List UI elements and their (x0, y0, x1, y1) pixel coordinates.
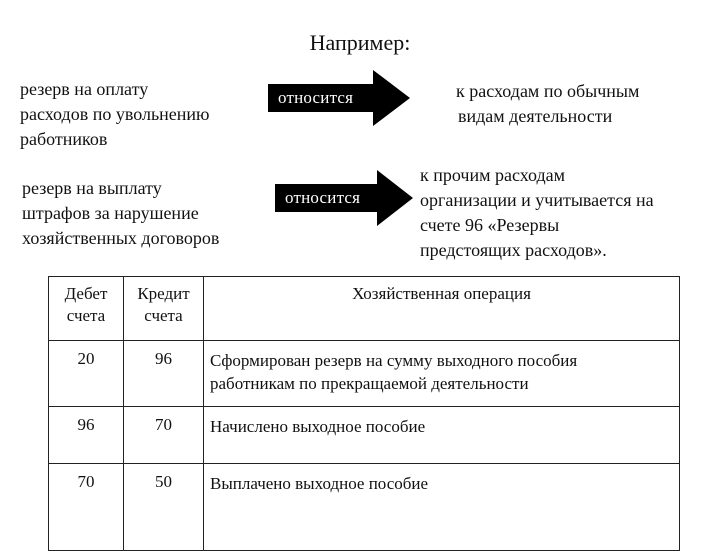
header-operation (204, 277, 680, 341)
cell-debit: 70 (49, 464, 124, 551)
header-operation-label: Хозяйственная операция (352, 284, 531, 303)
rule1-target-line: видам деятельности (458, 106, 613, 126)
operations-table (48, 276, 680, 551)
rule2-target-line: предстоящих расходов». (420, 240, 607, 260)
cell-debit: 20 (49, 341, 124, 407)
rule1-subject-line: резерв на оплату (20, 79, 149, 99)
operation-line: Выплачено выходное пособие (210, 474, 429, 493)
rule2-target (420, 163, 654, 263)
cell-operation (204, 464, 680, 551)
rule1-arrow (268, 70, 410, 126)
rule1-subject-line: работников (20, 129, 108, 149)
table-row (49, 464, 680, 551)
rule2-subject (22, 176, 219, 251)
header-credit-line: счета (144, 306, 183, 325)
cell-credit: 50 (124, 464, 204, 551)
cell-operation (204, 407, 680, 464)
page-title: Например: (309, 30, 411, 55)
header-debit-line: Дебет (64, 284, 108, 303)
table-header-row (49, 277, 680, 341)
cell-credit: 70 (124, 407, 204, 464)
rule1-arrow-label: относится (278, 88, 354, 107)
rule2-arrow (275, 170, 413, 226)
header-credit (124, 277, 204, 341)
rule1-target-line: к расходам по обычным (456, 81, 640, 101)
rule2-target-line: организации и учитывается на (420, 190, 654, 210)
operation-line: Начислено выходное пособие (210, 417, 426, 436)
rule2-subject-line: хозяйственных договоров (22, 228, 220, 248)
header-credit-line: Кредит (137, 284, 190, 303)
rule2-target-line: счете 96 «Резервы (420, 215, 560, 235)
cell-debit: 96 (49, 407, 124, 464)
rule2-subject-line: штрафов за нарушение (22, 203, 199, 223)
rule1-target (456, 79, 639, 129)
operation-line: Сформирован резерв на сумму выходного пособия (210, 351, 578, 370)
header-debit (49, 277, 124, 341)
rule1-subject-line: расходов по увольнению (20, 104, 210, 124)
table-row (49, 341, 680, 407)
rule2-target-line: к прочим расходам (420, 165, 566, 185)
header-debit-line: счета (66, 306, 106, 325)
rule2-subject-line: резерв на выплату (22, 178, 162, 198)
rule2-arrow-label: относится (285, 188, 361, 207)
rule1-subject (20, 77, 210, 152)
cell-credit: 96 (124, 341, 204, 407)
table-row (49, 407, 680, 464)
cell-operation (204, 341, 680, 407)
operation-line: работникам по прекращаемой деятельности (210, 374, 529, 393)
